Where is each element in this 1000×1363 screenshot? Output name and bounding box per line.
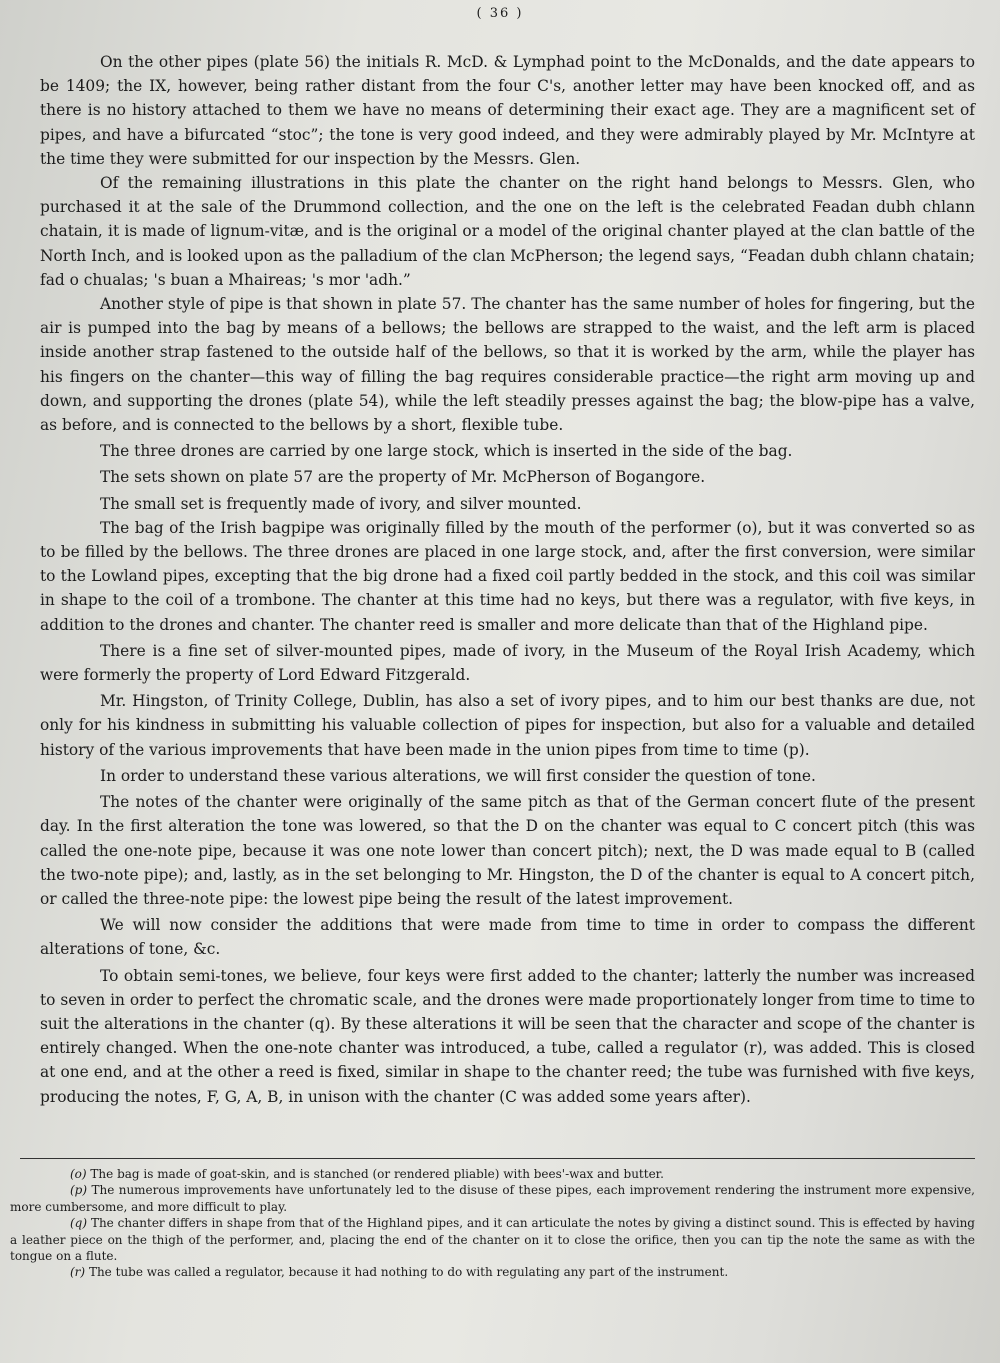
footnote-text: The chanter differs in shape from that of the Highland pipes, and it can articulate the notes by giving a distinct sound. This is effected by having a leather piece on the thigh of the performer, and, placing the end of the chanter on it to close the orifice, then you can tip the note the same as with the tongue on a flute. <box>10 1216 975 1264</box>
footnote-text: The numerous improvements have unfortunately led to the disuse of these pipes, each improvement rendering the instrument more expensive, more cumbersome, and more difficult to play. <box>10 1183 975 1214</box>
footnote <box>10 1215 975 1264</box>
footnote-mark: (o) <box>70 1167 87 1181</box>
paragraph: The bag of the Irish bagpipe was originally filled by the mouth of the performer (o), but it was converted so as to be filled by the bellows. The three drones are placed in one large stock, and, after the first conversion, were similar to the Lowland pipes, excepting that the big drone had a fixed coil partly bedded in the stock, and this coil was similar in shape to the coil of a trombone. The chanter at this time had no keys, but there was a regulator, with five keys, in addition to the drones and chanter. The chanter reed is smaller and more delicate than that of the Highland pipe. <box>40 518 975 634</box>
footnote-text: The tube was called a regulator, because it had nothing to do with regulating any part of the instrument. <box>88 1265 729 1280</box>
paragraph: In order to understand these various alterations, we will first consider the question of tone. <box>100 766 816 785</box>
footnote-mark: (p) <box>70 1183 88 1198</box>
footnote <box>10 1166 975 1182</box>
paragraph: The notes of the chanter were originally of the same pitch as that of the German concert flute of the present day. In the first alteration the tone was lowered, so that the D on the chanter was equal to C concert pitch (this was called the one-note pipe, because it was one note lower than concert pitch); next, the D was made equal to B (called the two-note pipe); and, lastly, as in the set belonging to Mr. Hingston, the D of the chanter is equal to A concert pitch, or called the three-note pipe: the lowest pipe being the result of the latest improvement. <box>40 793 975 908</box>
paragraph: The small set is frequently made of ivory, and silver mounted. <box>100 494 582 513</box>
paragraph: On the other pipes (plate 56) the initials R. McD. & Lymphad point to the McDonalds, and the date appears to be 1409; the IX, however, being rather distant from the four C's, another letter may have been knocked off, and as there is no history attached to them we have no means of determining their exact age. They are a magnificent set of pipes, and have a bifurcated “stoc”; the tone is very good indeed, and they were admirably played by Mr. McIntyre at the time they were submitted for our inspection by the Messrs. Glen. <box>40 53 975 168</box>
footnote-text: The bag is made of goat-skin, and is stanched (or rendered pliable) with bees'-wax and butter. <box>90 1167 664 1181</box>
footnote-mark: (q) <box>70 1216 88 1231</box>
footnote-divider <box>20 1158 975 1159</box>
paragraph: To obtain semi-tones, we believe, four keys were first added to the chanter; latterly the number was increased to seven in order to perfect the chromatic scale, and the drones were made proportionately longer from time to time to suit the alterations in the chanter (q). By these alterations it will be seen that the character and scope of the chanter is entirely changed. When the one-note chanter was introduced, a tube, called a regulator (r), was added. This is closed at one end, and at the other a reed is fixed, similar in shape to the chanter reed; the tube was furnished with five keys, producing the notes, F, G, A, B, in unison with the chanter (C was added some years after). <box>40 966 975 1106</box>
paragraph: Mr. Hingston, of Trinity College, Dublin, has also a set of ivory pipes, and to him our best thanks are due, not only for his kindness in submitting his valuable collection of pipes for inspection, but also for a valuable and detailed history of the various improvements that have been made in the union pipes from time to time (p). <box>40 692 975 759</box>
footnotes <box>10 1166 975 1281</box>
paragraph: Of the remaining illustrations in this plate the chanter on the right hand belongs to Messrs. Glen, who purchased it at the sale of the Drummond collection, and the one on the left is the celebrated Feadan dubh chlann chatain, it is made of lignum-vitæ, and is the original or a model of the original chanter played at the clan battle of the North Inch, and is looked upon as the palladium of the clan McPherson; the legend says, “Feadan dubh chlann chatain; fad o chualas; 's buan a Mhaireas; 's mor 'adh.” <box>40 174 975 289</box>
footnote <box>10 1182 975 1215</box>
body-text <box>40 50 975 1109</box>
paragraph: The sets shown on plate 57 are the property of Mr. McPherson of Bogangore. <box>100 468 706 487</box>
footnote <box>10 1264 975 1280</box>
footnote-mark: (r) <box>70 1265 86 1280</box>
paragraph: There is a fine set of silver-mounted pipes, made of ivory, in the Museum of the Royal Irish Academy, which were formerly the property of Lord Edward Fitzgerald. <box>40 641 975 685</box>
paragraph: The three drones are carried by one large stock, which is inserted in the side of the bag. <box>100 442 793 461</box>
paragraph: We will now consider the additions that were made from time to time in order to compass the different alterations of tone, &c. <box>40 916 975 959</box>
page-number: ( 36 ) <box>476 6 524 21</box>
paragraph: Another style of pipe is that shown in plate 57. The chanter has the same number of holes for fingering, but the air is pumped into the bag by means of a bellows; the bellows are strapped to the waist, and the left arm is placed inside another strap fastened to the outside half of the bellows, so that it is worked by the arm, while the player has his fingers on the chanter—this way of filling the bag requires considerable practice—the right arm moving up and down, and supporting the drones (plate 54), while the left steadily presses against the bag; the blow-pipe has a valve, as before, and is connected to the bellows by a short, flexible tube. <box>40 295 975 435</box>
